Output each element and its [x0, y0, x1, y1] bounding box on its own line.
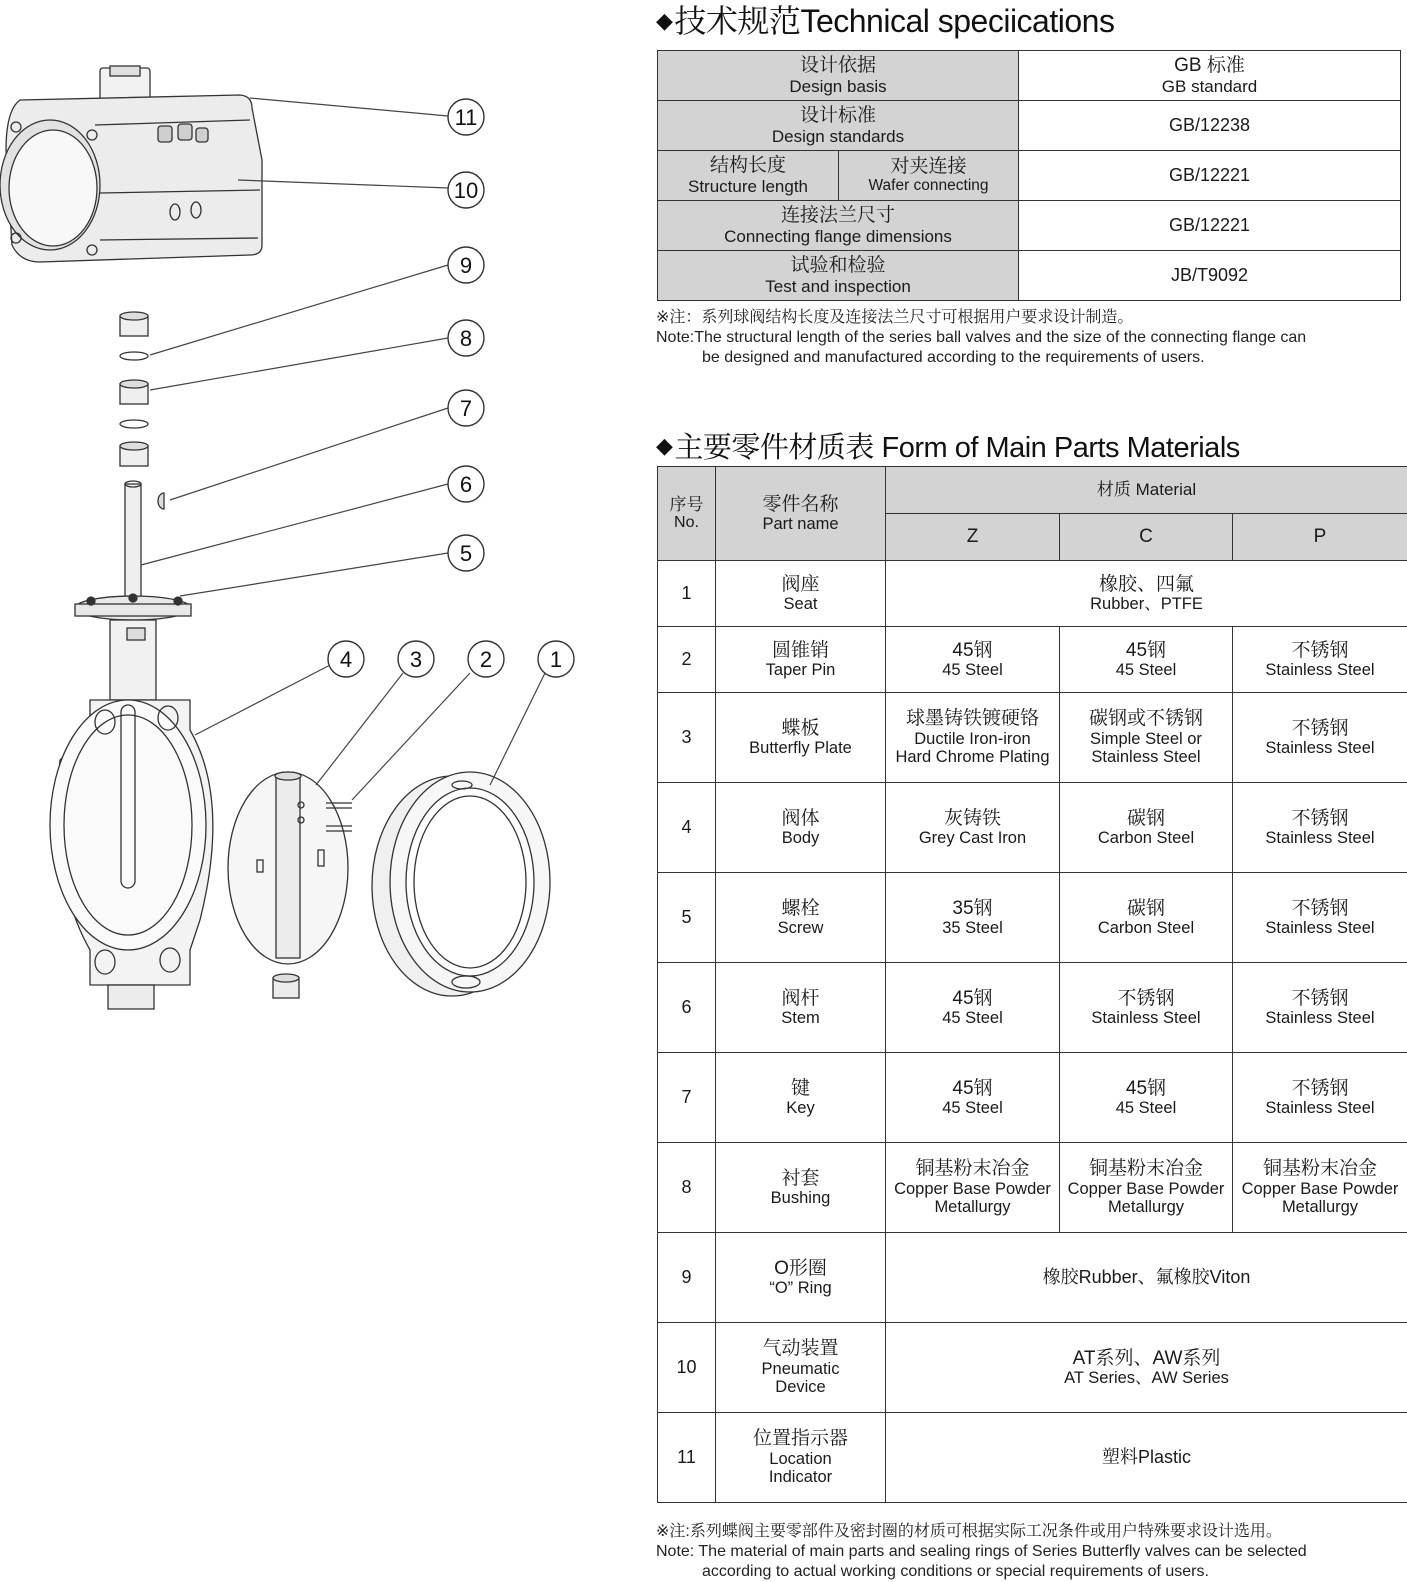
table-row: 7 键 Key 45钢 45 Steel 45钢 45 Steel 不锈钢 Stainless Steel: [658, 1053, 1407, 1143]
callout-label: 2: [479, 647, 493, 672]
callout-5: [448, 535, 484, 571]
callout-label: 5: [459, 541, 473, 566]
materials-title: ◆主要零件材质表 Form of Main Parts Materials: [656, 432, 1240, 464]
callout-6: [448, 466, 484, 502]
callout-label: 3: [409, 647, 423, 672]
spec-title: ◆技术规范Technical speciications: [656, 3, 1115, 39]
callout-10: [448, 172, 484, 208]
exploded-valve-drawing: [0, 0, 650, 1582]
table-row: 9 O形圈 “O” Ring 橡胶Rubber、氟橡胶Viton: [658, 1233, 1407, 1323]
pneumatic-actuator: [0, 66, 262, 262]
diamond-icon: ◆: [656, 8, 673, 33]
callout-label: 6: [459, 472, 473, 497]
callout-label: 11: [454, 105, 478, 130]
table-row: 3 蝶板 Butterfly Plate 球墨铸铁镀硬铬 Ductile Iron-iron Hard Chrome Plating 碳钢或不锈钢 Simple Steel or Stainless Steel 不锈钢 Stainless Steel: [658, 693, 1407, 783]
diamond-icon: ◆: [656, 433, 673, 458]
materials-header-row: 序号 No. 零件名称 Part name 材质 Material: [658, 467, 1407, 514]
table-row: 8 衬套 Bushing 铜基粉末冶金 Copper Base Powder Metallurgy 铜基粉末冶金 Copper Base Powder Metallurgy 铜基粉末冶金 Copper Base Powder Metallurgy: [658, 1143, 1407, 1233]
materials-table: [657, 466, 1407, 1503]
table-row: 10 气动装置 Pneumatic Device AT系列、AW系列 AT Series、AW Series: [658, 1323, 1407, 1413]
spec-row: 设计依据 Design basis GB 标准 GB standard: [658, 51, 1401, 101]
callout-11: [448, 99, 484, 135]
table-row: 4 阀体 Body 灰铸铁 Grey Cast Iron 碳钢 Carbon Steel 不锈钢 Stainless Steel: [658, 783, 1407, 873]
table-row: 2 圆锥销 Taper Pin 45钢 45 Steel 45钢 45 Steel 不锈钢 Stainless Steel: [658, 627, 1407, 693]
callout-1: [538, 641, 574, 677]
bushings-and-orings: [120, 312, 164, 509]
callout-7: [448, 390, 484, 426]
callout-label: 1: [549, 647, 563, 672]
callout-3: [398, 641, 434, 677]
callout-label: 9: [459, 253, 473, 278]
callout-label: 8: [459, 326, 473, 351]
table-row: 6 阀杆 Stem 45钢 45 Steel 不锈钢 Stainless Steel 不锈钢 Stainless Steel: [658, 963, 1407, 1053]
spec-table: [657, 50, 1401, 301]
butterfly-plate: [228, 772, 352, 998]
materials-grade-row: Z C P: [658, 514, 1407, 561]
spec-row: 结构长度 Structure length 对夹连接 Wafer connecting GB/12221: [658, 151, 1401, 201]
spec-note: ※注：系列球阀结构长度及连接法兰尺寸可根据用户要求设计制造。 Note:The structural length of the series ball valves and the size of the connecting flange can be designed and manufactured according to the requirements of users.: [656, 309, 1307, 366]
table-row: 5 螺栓 Screw 35钢 35 Steel 碳钢 Carbon Steel 不锈钢 Stainless Steel: [658, 873, 1407, 963]
callout-9: [448, 247, 484, 283]
callout-8: [448, 320, 484, 356]
callout-label: 7: [459, 396, 473, 421]
spec-row: 设计标准 Design standards GB/12238: [658, 101, 1401, 151]
stem: [125, 481, 141, 604]
callout-2: [468, 641, 504, 677]
materials-note: ※注:系列蝶阀主要零部件及密封圈的材质可根据实际工况条件或用户特殊要求设计选用。 Note: The material of main parts and sealing rings of Series Butterfly valves can be selected according to actual working conditions or special requirements of users.: [656, 1523, 1307, 1580]
spec-row: 连接法兰尺寸 Connecting flange dimensions GB/12221: [658, 201, 1401, 251]
callout-label: 4: [339, 647, 353, 672]
callout-4: [328, 641, 364, 677]
valve-body: [50, 594, 213, 1009]
table-row: 11 位置指示器 Location Indicator 塑料Plastic: [658, 1413, 1407, 1503]
table-row: 1 阀座 Seat 橡胶、四氟 Rubber、PTFE: [658, 561, 1407, 627]
spec-row: 试验和检验 Test and inspection JB/T9092: [658, 251, 1401, 301]
callout-label: 10: [453, 178, 479, 203]
valve-seat: [372, 772, 550, 996]
